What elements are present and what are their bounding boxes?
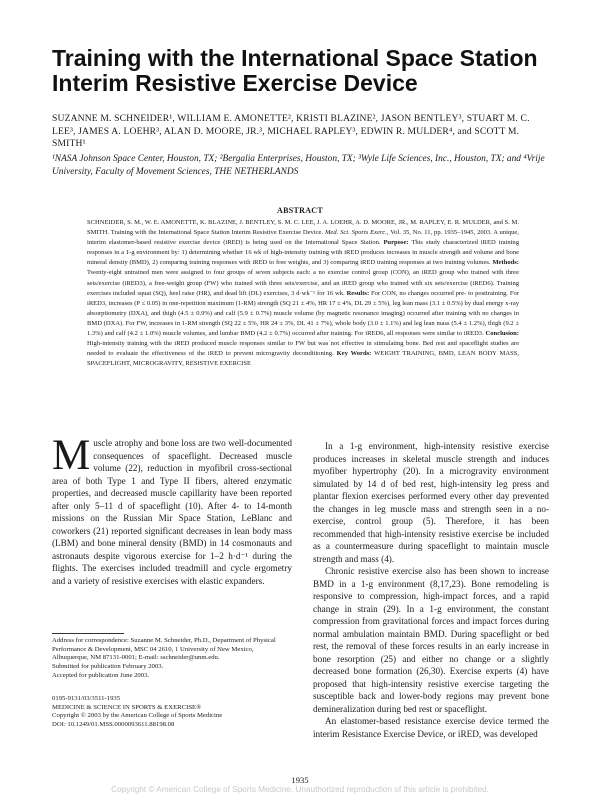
- abstract-citation: SCHNEIDER, S. M., W. E. AMONETTE, K. BLAZINE, J. BENTLEY, S. M. C. LEE, J. A. LOEHR, A. D. MOORE, JR., M. RAPLEY, E. R. MULDER, and S. M. SMITH. Training with the International Space Station Interim Resistive Exercise Device.: [87, 219, 519, 237]
- drop-cap: M: [52, 432, 91, 479]
- right-column: [313, 440, 549, 740]
- body-paragraph: In a 1-g environment, high-intensity resistive exercise produces increases in skeletal muscle strength and induces myofiber hypertrophy (20). In a microgravity environment simulated by 14 d of bed rest, high-intensity leg press and plantar flexion exercises performed every other day prevented the changes in leg muscle mass and strength seen in a no-exercise, control group (5). Therefore, it has been recommended that high-intensity resistive exercise be included as a countermeasure during spaceflight to maintain muscle strength and mass (4).: [313, 441, 549, 564]
- issn-line: 0195-9131/03/3511-1935: [52, 695, 121, 702]
- abstract-heading: ABSTRACT: [277, 206, 323, 215]
- abstract-citation-tail: Vol. 35, No. 11, pp. 1935–1945, 2003. A unique, interim elastomer-based resistive exercise device (iRED) is being used on the International Space Station.: [87, 229, 519, 247]
- accepted-date: Accepted for publication June 2003.: [52, 671, 150, 679]
- keywords-label: Key Words:: [336, 350, 372, 358]
- results-text: For CON, no changes occurred pre- to posttraining. For iRED3, increases (P ≤ 0.05) in one-repetition maximum (1-RM) strength (SQ 21 ± 4%, HR 17 ± 4%, DL 29 ± 5%), leg lean mass (3.1 ± 0.5%) by dual energy x-ray absorptiometry (DXA), and thigh (4.5 ± 0.9%) and calf (5.9 ± 0.7%) muscle volume (by magnetic resonance imaging) occurred after training with no changes in BMD (DXA). For FW, increases in 1-RM strength (SQ 22 ± 5%, HR 24 ± 3%, DL 41 ± 7%), whole body (3.0 ± 1.1%) and leg lean mass (5.4 ± 1.2%), thigh (9.2 ± 1.3%) and calf (4.2 ± 1.0%) muscle volumes, and lumbar BMD (4.2 ± 0.7%) occurred after training. For iRED6, all responses were similar to iRED3.: [87, 289, 519, 338]
- keywords-text: WEIGHT TRAINING, BMD, LEAN BODY MASS, SPACEFLIGHT, MICROGRAVITY, RESISTIVE EXERCISE: [87, 350, 519, 368]
- affiliations: ¹NASA Johnson Space Center, Houston, TX; ²Bergalia Enterprises, Houston, TX; ³Wyle Life Sciences, Inc., Houston, TX; and ⁴Vrije University, Faculty of Movement Sciences, THE NETHERLANDS: [52, 154, 545, 177]
- journal-name: MEDICINE & SCIENCE IN SPORTS & EXERCISE®: [52, 703, 202, 711]
- copyright-watermark: Copyright © American College of Sports Medicine. Unauthorized reproduction of this article is prohibited.: [111, 785, 489, 794]
- results-label: Results:: [346, 289, 370, 297]
- author-list: SUZANNE M. SCHNEIDER¹, WILLIAM E. AMONETTE², KRISTI BLAZINE², JASON BENTLEY³, STUART M. C. LEE³, JAMES A. LOEHR³, ALAN D. MOORE, JR.³, MICHAEL RAPLEY³, EDWIN R. MULDER⁴, and SCOTT M. SMITH¹: [52, 113, 530, 150]
- conclusion-label: Conclusion:: [485, 330, 519, 338]
- correspondence-footnote: [52, 637, 284, 681]
- publication-info: [52, 695, 292, 730]
- left-column-intro: [52, 432, 292, 587]
- abstract-journal: Med. Sci. Sports Exerc.,: [324, 229, 389, 237]
- body-paragraph: Chronic resistive exercise also has been shown to increase BMD in a 1-g environment (8,17,23). Bone remodeling is responsive to compression, high-impact forces, and a rapid change in strain (29). In a 1-g environment, the constant compression from gravitational forces and impact forces during normal ambulation maintain BMD. During spaceflight or bed rest, the removal of these forces results in an early increase in bone resorption (25) and either no change or a slightly decreased bone formation (26,30). Exercise experts (4) have proposed that high-intensity resistive exercise targeting the susceptible back and lower-body regions may prevent bone demineralization during bed rest or spaceflight.: [313, 566, 549, 714]
- methods-label: Methods:: [492, 259, 519, 267]
- methods-text: Twenty-eight untrained men were assigned to four groups of seven subjects each: a no exercise control group (CON), an iRED group who trained with three sets/exercise (iRED3), a free-weight group (FW) who trained with three sets/exercise, and an iRED group who trained with six sets/exercise (iRED6). Training exercises included squat (SQ), heel raise (HR), and dead lift (DL) exercises, 3 d·wk⁻¹ for 16 wk.: [87, 269, 519, 297]
- purpose-label: Purpose:: [383, 239, 409, 247]
- correspondence-address: Address for correspondence: Suzanne M. Schneider, Ph.D., Department of Physical Performance & Development, MSC 04 2610, 1 University of New Mexico, Albuquerque, NM 87131-0001; E-mail: sschneider@unm.edu.: [52, 637, 276, 662]
- abstract-body: [87, 218, 519, 369]
- purpose-text: This study characterized iRED training responses in a 1-g environment by: 1) determining whether 16 wk of high-intensity training with iRED produces increases in muscle strength and volume and bone mineral density (BMD), 2) comparing training responses with iRED to free weights, and 3) comparing iRED training responses at two training volumes.: [87, 239, 519, 267]
- intro-paragraph: uscle atrophy and bone loss are two well-documented consequences of spaceflight. Decreased muscle volume (22), reduction in myofibril cross-sectional area of both Type 1 and Type II fibers, altered enzymatic properties, and decreased muscle capillarity have been reported after only 5–11 d of spaceflight (10). After 4- to 14-month missions on the Russian Mir Space Station, LeBlanc and coworkers (21) reported significant decreases in lean body mass (LBM) and bone mineral density (BMD) in 14 cosmonauts and astronauts despite vigorous exercise for 1–2 h·d⁻¹ during the flights. The exercises included treadmill and cycle ergometry and a variety of resistive exercises with elastic expanders.: [52, 438, 292, 586]
- page-number: 1935: [291, 775, 309, 785]
- conclusion-text: High-intensity training with the iRED produced muscle responses similar to FW but was not effective in stimulating bone. Bed rest and spaceflight studies are needed to evaluate the effectiveness of the iRED to prevent microgravity deconditioning.: [87, 340, 519, 358]
- submitted-date: Submitted for publication February 2003.: [52, 663, 164, 671]
- body-paragraph: An elastomer-based resistance exercise device termed the interim Resistance Exercise Device, or iRED, was developed: [313, 716, 549, 739]
- footnote-divider: [52, 633, 124, 634]
- doi-line: DOI: 10.1249/01.MSS.0000093611.88198.08: [52, 721, 175, 729]
- article-title: Training with the International Space Station Interim Resistive Exercise Device: [52, 45, 538, 96]
- copyright-line: Copyright © 2003 by the American College of Sports Medicine: [52, 712, 223, 720]
